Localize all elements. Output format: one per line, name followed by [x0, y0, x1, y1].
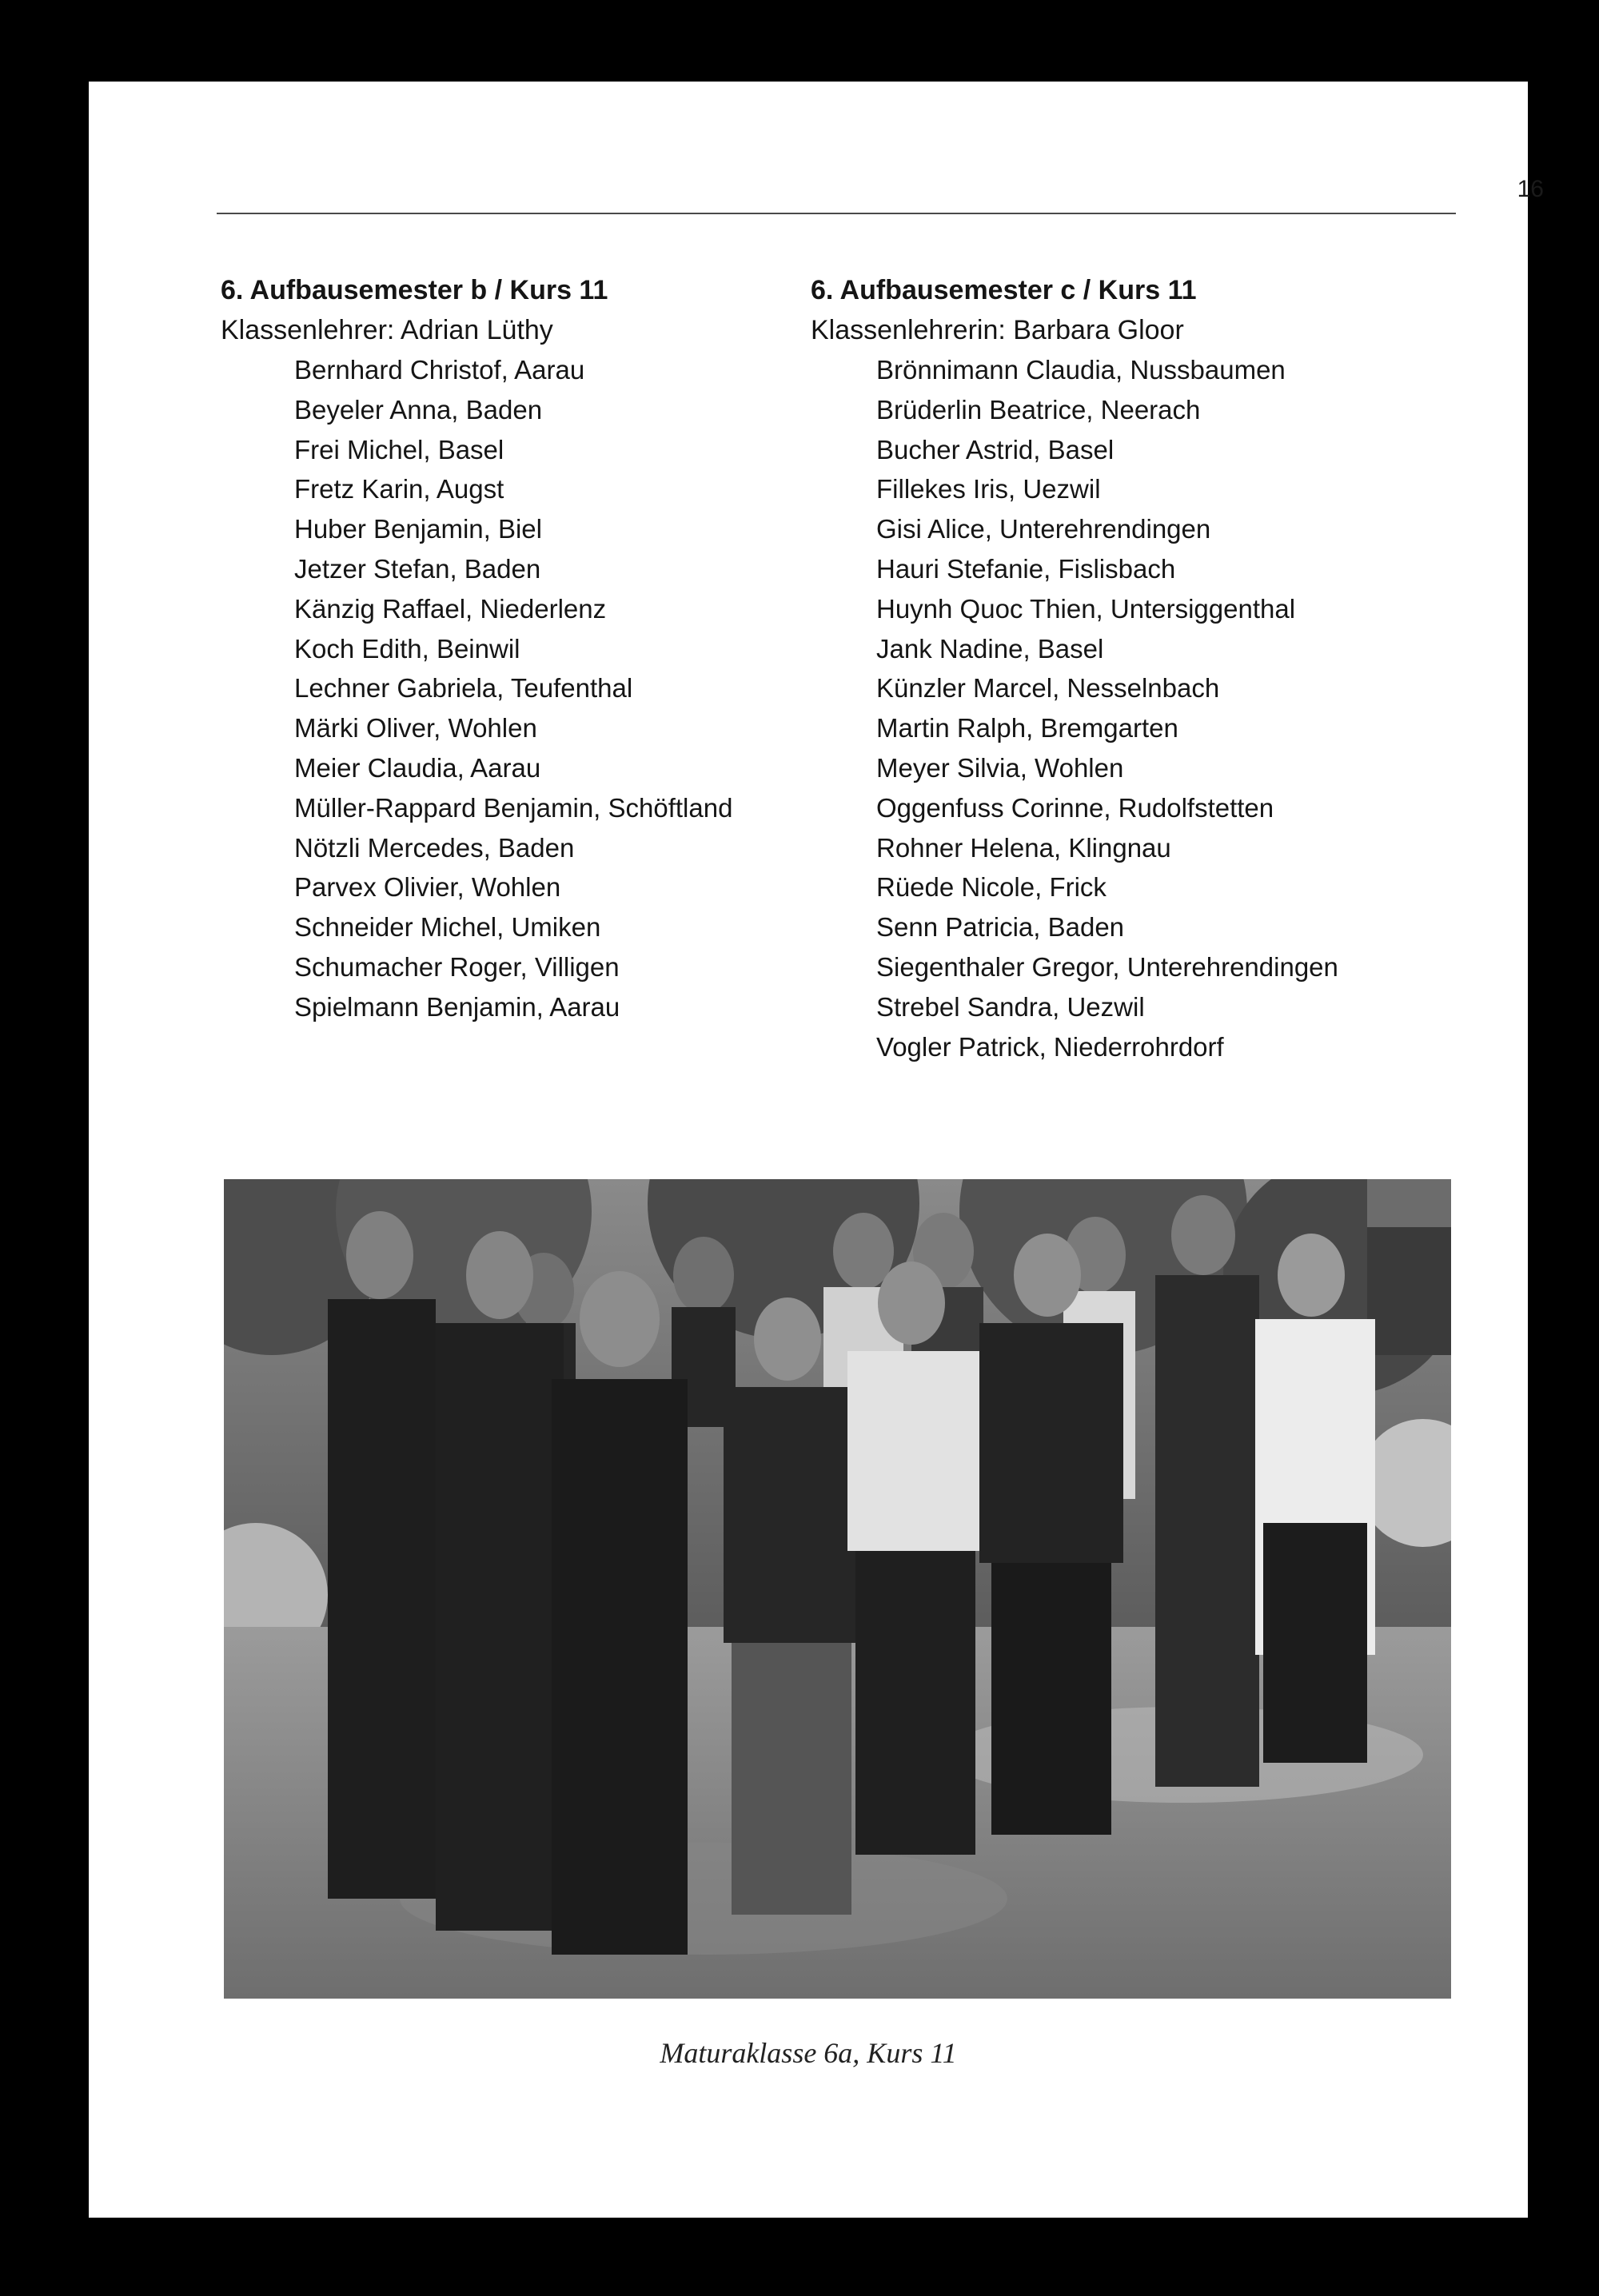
student-entry: Strebel Sandra, Uezwil: [876, 991, 1145, 1022]
header-rule: [217, 213, 1456, 214]
student-entry: Brönnimann Claudia, Nussbaumen: [876, 355, 1286, 385]
student-entry: Vogler Patrick, Niederrohrdorf: [876, 1031, 1224, 1062]
student-entry: Märki Oliver, Wohlen: [294, 713, 537, 743]
student-entry: Künzler Marcel, Nesselnbach: [876, 673, 1220, 704]
student-entry: Meyer Silvia, Wohlen: [876, 752, 1124, 783]
student-entry: Fretz Karin, Augst: [294, 474, 504, 504]
class-title-b: 6. Aufbausemester b / Kurs 11: [221, 275, 608, 305]
class-photo: [224, 1179, 1451, 1999]
student-entry: Senn Patricia, Baden: [876, 912, 1125, 943]
student-list-c: [811, 350, 1466, 1066]
student-list-b: [221, 350, 780, 1027]
student-entry: Schumacher Roger, Villigen: [294, 951, 620, 982]
student-entry: Känzig Raffael, Niederlenz: [294, 593, 607, 624]
student-entry: Bucher Astrid, Basel: [876, 434, 1115, 464]
student-entry: Schneider Michel, Umiken: [294, 912, 601, 943]
student-entry: Huber Benjamin, Biel: [294, 514, 542, 544]
student-entry: Huynh Quoc Thien, Untersiggenthal: [876, 593, 1296, 624]
student-entry: Hauri Stefanie, Fislisbach: [876, 553, 1176, 584]
student-entry: Beyeler Anna, Baden: [294, 394, 543, 425]
class-teacher-c: Klassenlehrerin: Barbara Gloor: [811, 315, 1184, 345]
student-entry: Martin Ralph, Bremgarten: [876, 713, 1178, 743]
student-entry: Bernhard Christof, Aarau: [294, 355, 585, 385]
student-entry: Rüede Nicole, Frick: [876, 872, 1107, 903]
class-teacher-b: Klassenlehrer: Adrian Lüthy: [221, 315, 553, 345]
student-entry: Brüderlin Beatrice, Neerach: [876, 394, 1201, 425]
class-list-b: [221, 270, 780, 1027]
student-entry: Spielmann Benjamin, Aarau: [294, 991, 620, 1022]
student-entry: Frei Michel, Basel: [294, 434, 504, 464]
student-entry: Gisi Alice, Unterehrendingen: [876, 514, 1211, 544]
student-entry: Lechner Gabriela, Teufenthal: [294, 673, 633, 704]
student-entry: Nötzli Mercedes, Baden: [294, 832, 575, 863]
class-list-c: [811, 270, 1466, 1066]
student-entry: Koch Edith, Beinwil: [294, 633, 520, 664]
page-number: 16: [1517, 176, 1544, 202]
class-title-c: 6. Aufbausemester c / Kurs 11: [811, 275, 1197, 305]
student-entry: Siegenthaler Gregor, Unterehrendingen: [876, 951, 1338, 982]
student-entry: Fillekes Iris, Uezwil: [876, 474, 1101, 504]
document-page: [89, 82, 1544, 2218]
student-entry: Rohner Helena, Klingnau: [876, 832, 1171, 863]
student-entry: Müller-Rappard Benjamin, Schöftland: [294, 792, 733, 823]
student-entry: Oggenfuss Corinne, Rudolfstetten: [876, 792, 1274, 823]
student-entry: Parvex Olivier, Wohlen: [294, 872, 561, 903]
student-entry: Jetzer Stefan, Baden: [294, 553, 541, 584]
photo-caption: Maturaklasse 6a, Kurs 11: [660, 2037, 957, 2069]
student-entry: Jank Nadine, Basel: [876, 633, 1104, 664]
student-entry: Meier Claudia, Aarau: [294, 752, 541, 783]
